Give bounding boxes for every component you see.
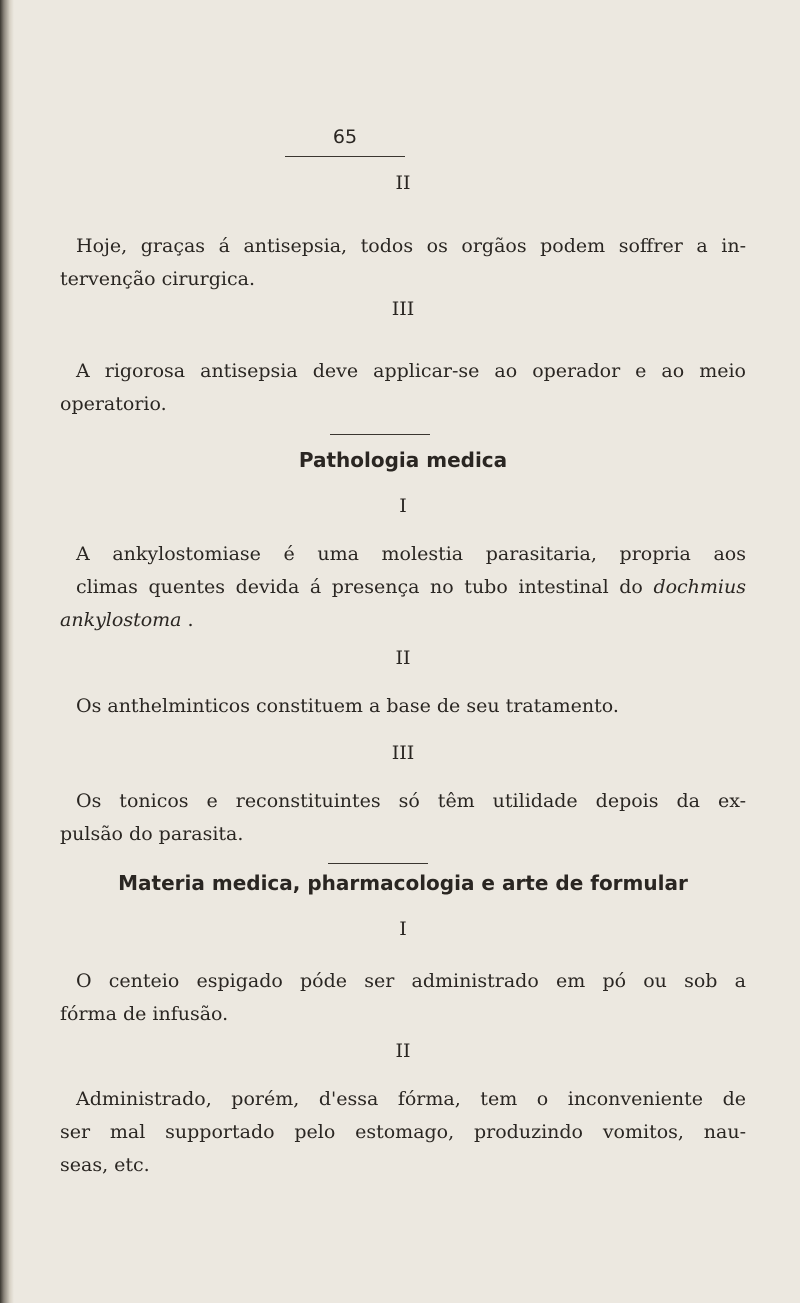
- paragraph: [60, 355, 746, 421]
- paragraph-line: ser mal supportado pelo estomago, produzindo vomitos, nau-: [60, 1121, 746, 1143]
- paragraph-line: fórma de infusão.: [60, 1003, 229, 1025]
- clause-number: III: [391, 742, 415, 764]
- paragraph: [60, 1083, 746, 1182]
- text-span: climas quentes devida á presença no tubo intestinal do: [76, 576, 654, 598]
- paragraph-line: tervenção cirurgica.: [60, 268, 255, 290]
- clause-number: II: [395, 647, 411, 669]
- paragraph-line: [60, 571, 746, 604]
- clause-number: II: [395, 1040, 411, 1062]
- clause-number: I: [399, 918, 407, 940]
- section-divider: [330, 434, 430, 435]
- section-title: Materia medica, pharmacologia e arte de formular: [118, 871, 688, 895]
- italic-term: dochmius: [653, 576, 746, 598]
- clause-number: III: [391, 298, 415, 320]
- text-span: .: [181, 609, 194, 631]
- italic-term: ankylostoma: [60, 609, 182, 631]
- paragraph-line: Os anthelminticos constituem a base de seu tratamento.: [76, 695, 619, 717]
- clause-number: I: [399, 495, 407, 517]
- paragraph-line: seas, etc.: [60, 1154, 150, 1176]
- paragraph-line: A rigorosa antisepsia deve applicar-se ao operador e ao meio: [76, 360, 746, 382]
- paragraph-line: Administrado, porém, d'essa fórma, tem o inconveniente de: [76, 1088, 746, 1110]
- section-divider: [328, 863, 428, 864]
- paragraph: [60, 538, 746, 637]
- paragraph-line: operatorio.: [60, 393, 167, 415]
- paragraph: [60, 690, 746, 723]
- paragraph: [60, 230, 746, 296]
- paragraph-line: pulsão do parasita.: [60, 823, 244, 845]
- page-number: 65: [332, 126, 358, 148]
- paragraph: [60, 965, 746, 1031]
- clause-number: II: [395, 172, 411, 194]
- paragraph-line: O centeio espigado póde ser administrado em pó ou sob a: [76, 970, 746, 992]
- paragraph-line: Os tonicos e reconstituintes só têm utilidade depois da ex-: [76, 790, 746, 812]
- paragraph-line: A ankylostomiase é uma molestia parasitaria, propria aos: [76, 543, 746, 565]
- paragraph-line: Hoje, graças á antisepsia, todos os orgãos podem soffrer a in-: [76, 235, 746, 257]
- page-number-rule: [285, 156, 405, 157]
- page-edge-shadow: [0, 0, 14, 1303]
- paragraph: [60, 785, 746, 851]
- paragraph-line: [60, 604, 746, 637]
- section-title: Pathologia medica: [298, 448, 508, 472]
